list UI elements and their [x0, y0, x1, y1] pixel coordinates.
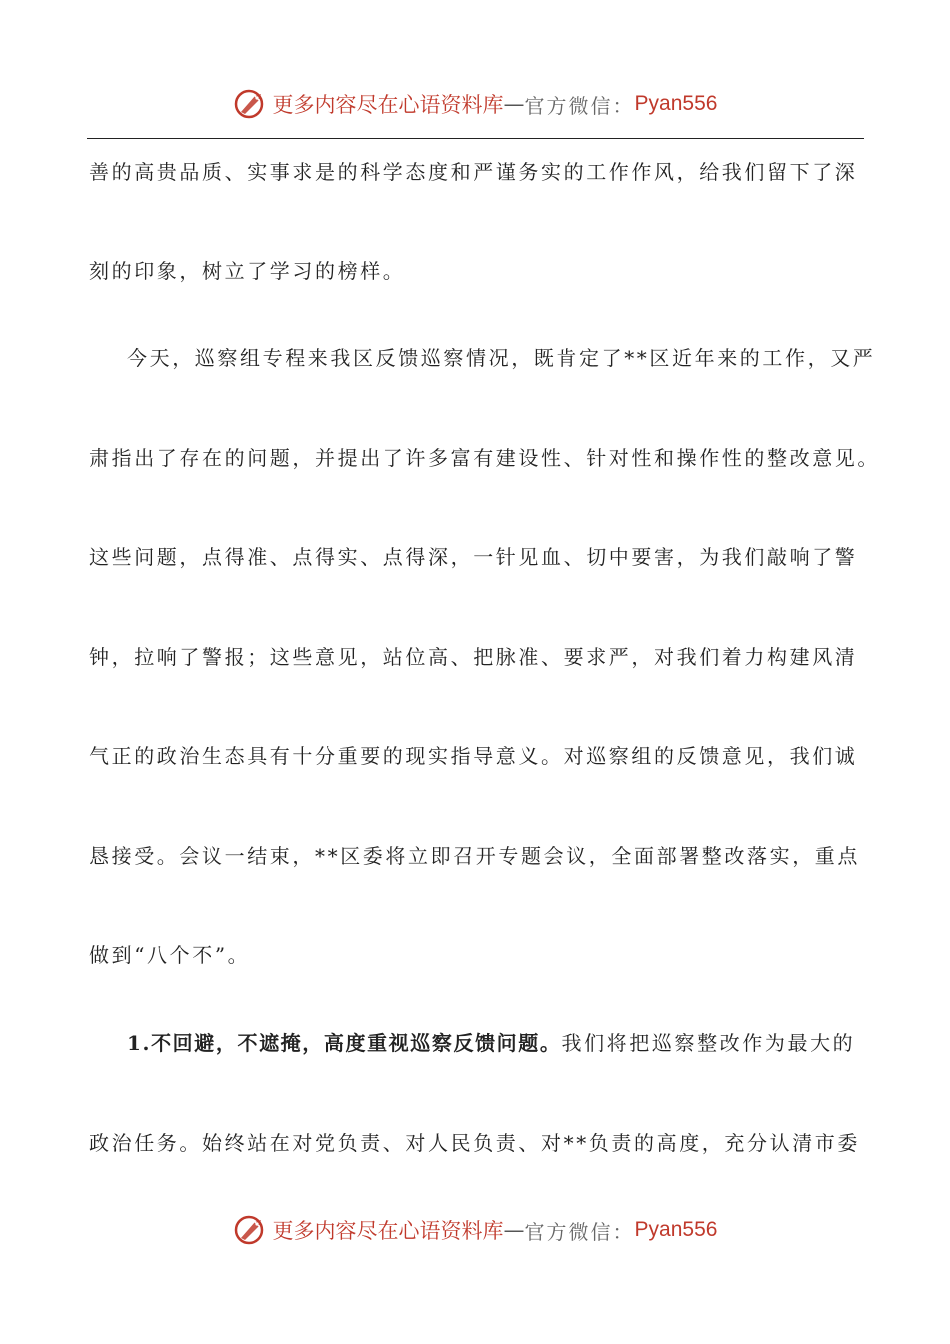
list-item-1-heading: 1.不回避，不遮掩，高度重视巡察反馈问题。 — [127, 1031, 562, 1055]
list-item-1 — [127, 1030, 855, 1056]
body-line-4: 肃指出了存在的问题，并提出了许多富有建设性、针对性和操作性的整改意见。 — [89, 446, 880, 470]
body-line-8: 恳接受。会议一结束，**区委将立即召开专题会议，全面部署整改落实，重点 — [89, 844, 860, 868]
footer-wechat-label: 官方微信： — [524, 1219, 635, 1244]
pen-nib-logo-icon — [233, 1212, 269, 1248]
body-line-11: 政治任务。始终站在对党负责、对人民负责、对**负责的高度，充分认清市委 — [89, 1131, 860, 1155]
body-line-9: 做到“八个不”。 — [89, 943, 251, 967]
header-banner — [0, 84, 950, 124]
footer-wechat-id: Pyan556 — [634, 1218, 718, 1241]
list-item-1-text: 我们将把巡察整改作为最大的 — [561, 1031, 856, 1055]
header-brand-text: 更多内容尽在心语资料库 — [272, 93, 504, 117]
pen-nib-logo-icon — [233, 86, 269, 122]
body-line-7: 气正的政治生态具有十分重要的现实指导意义。对巡察组的反馈意见，我们诚 — [89, 744, 858, 768]
body-line-3: 今天，巡察组专程来我区反馈巡察情况，既肯定了**区近年来的工作，又严 — [127, 346, 876, 370]
header-separator: — — [503, 92, 525, 116]
body-line-2: 刻的印象，树立了学习的榜样。 — [89, 259, 406, 283]
header-divider — [87, 138, 864, 139]
header-wechat-id: Pyan556 — [634, 92, 718, 115]
body-line-6: 钟，拉响了警报；这些意见，站位高、把脉准、要求严，对我们着力构建风清 — [89, 645, 858, 669]
footer-brand-text: 更多内容尽在心语资料库 — [272, 1219, 504, 1243]
footer-separator: — — [503, 1218, 525, 1242]
body-line-1: 善的高贵品质、实事求是的科学态度和严谨务实的工作作风，给我们留下了深 — [89, 160, 858, 184]
footer-banner — [0, 1210, 950, 1250]
header-wechat-label: 官方微信： — [524, 93, 635, 118]
body-line-5: 这些问题，点得准、点得实、点得深，一针见血、切中要害，为我们敲响了警 — [89, 545, 858, 569]
